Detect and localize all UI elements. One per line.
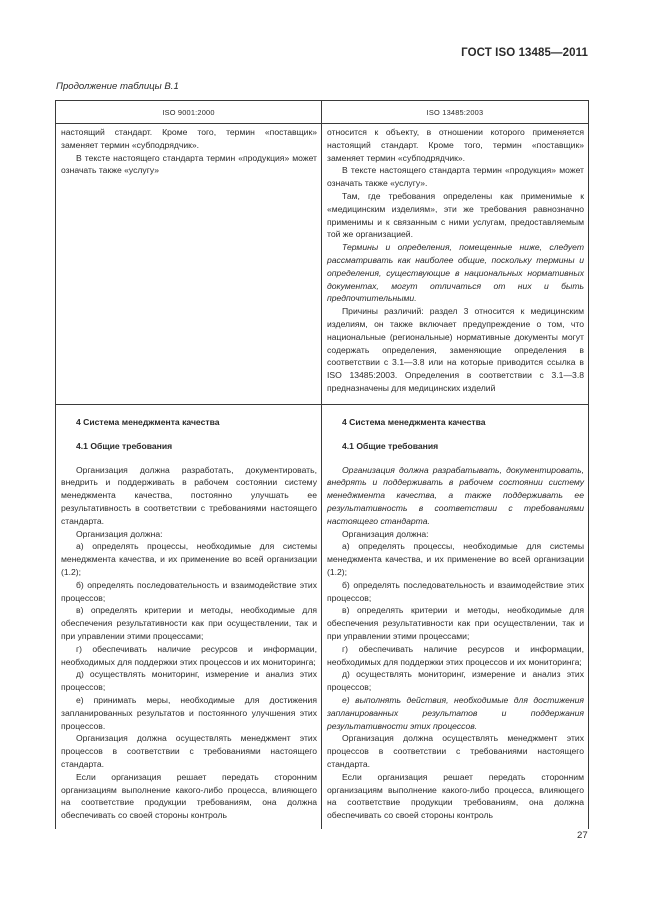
cell-iso13485-definitions xyxy=(322,124,589,405)
table-header-row xyxy=(56,101,589,124)
subsection-heading: 4.1 Общие требования xyxy=(342,440,439,451)
section-heading: 4 Система менеджмента качества xyxy=(76,417,220,427)
paragraph: Причины различий: раздел 3 относится к медицинским изделиям, он также включает предупреждение о том, что национальные (региональные) нормативные документы могут содержать определения, заменяющие определения в соответствии с 3.1—3.8 или на которые приводится ссылка в ISO 13485:2003. Определения в соответствии с 3.1—3.8 предназначены для медицинских изделий xyxy=(327,306,584,393)
paragraph: д) осуществлять мониторинг, измерение и анализ этих процессов; xyxy=(327,669,584,693)
paragraph: г) обеспечивать наличие ресурсов и информации, необходимых для поддержки этих процессов и их мониторинга; xyxy=(327,643,584,667)
paragraph: б) определять последовательность и взаимодействие этих процессов; xyxy=(61,579,317,603)
cell-iso9001-definitions xyxy=(56,124,322,405)
paragraph: Термины и определения, помещенные ниже, следует рассматривать как наиболее общие, поскольку термины и определения, существующие в национальных нормативных документах, могут отличаться от них и быть предпочтительными. xyxy=(327,242,584,304)
paragraph: Организация должна разработать, документировать, внедрить и поддерживать в рабочем состоянии систему менеджмента качества, постоянно улучшать ее результативность в соответствии с требованиями настоящего стандарта. xyxy=(61,464,317,526)
paragraph: относится к объекту, в отношении которого применяется настоящий стандарт. Кроме того, термин «поставщик» заменяет термин «субподрядчик». xyxy=(327,127,584,163)
subsection-heading: 4.1 Общие требования xyxy=(76,440,173,451)
paragraph: д) осуществлять мониторинг, измерение и анализ этих процессов; xyxy=(61,669,317,693)
table-row xyxy=(56,405,589,830)
paragraph: г) обеспечивать наличие ресурсов и информации, необходимых для поддержки этих процессов и их мониторинга; xyxy=(61,643,317,667)
paragraph: е) принимать меры, необходимые для достижения запланированных результатов и постоянного улучшения этих процессов. xyxy=(61,694,317,731)
paragraph: Организация должна разрабатывать, документировать, внедрять и поддерживать в рабочем состоянии систему менеджмента качества, а также поддерживать ее результативность в соответствии с требованиями настоящего стандарта. xyxy=(327,464,584,526)
paragraph: В тексте настоящего стандарта термин «продукция» может означать также «услугу». xyxy=(327,165,584,189)
paragraph: Организация должна осуществлять менеджмент этих процессов в соответствии с требованиями настоящего стандарта. xyxy=(327,733,584,769)
clause-text xyxy=(61,464,317,822)
paragraph: в) определять критерии и методы, необходимые для обеспечения результативности как при осуществлении, так и при управлении этими процессами; xyxy=(61,605,317,641)
comparison-table xyxy=(55,100,589,829)
document-standard-header: ГОСТ ISO 13485—2011 xyxy=(461,47,588,59)
paragraph: Организация должна осуществлять менеджмент этих процессов в соответствии с требованиями настоящего стандарта. xyxy=(61,733,317,769)
paragraph: В тексте настоящего стандарта термин «продукция» может означать также «услугу» xyxy=(61,152,317,176)
paragraph: Если организация решает передать сторонним организациям выполнение какого-либо процесса, влияющего на соответствие продукции требованиям, она должна обеспечивать со своей стороны контроль xyxy=(327,771,584,821)
column-header-iso9001: ISO 9001:2000 xyxy=(56,101,322,124)
cell-iso13485-qms xyxy=(322,405,589,830)
clause-text xyxy=(327,464,584,822)
paragraph: настоящий стандарт. Кроме того, термин «поставщик» заменяет термин «субподрядчик». xyxy=(61,127,317,150)
paragraph: в) определять критерии и методы, необходимые для обеспечения результативности как при осуществлении, так и при управлении этими процессами; xyxy=(327,605,584,641)
paragraph: б) определять последовательность и взаимодействие этих процессов; xyxy=(327,579,584,603)
paragraph: Там, где требования определены как применимые к «медицинским изделиям», эти же требования равнозначно применимы и к связанным с ними услугам, предоставляемым той же организацией. xyxy=(327,190,584,240)
paragraph: Организация должна: xyxy=(76,528,163,539)
paragraph: Если организация решает передать сторонним организациям выполнение какого-либо процесса, влияющего на соответствие продукции требованиям, она должна обеспечивать со своей стороны контроль xyxy=(61,771,317,821)
paragraph: е) выполнять действия, необходимые для достижения запланированных результатов и поддержания результативности этих процессов. xyxy=(327,694,584,731)
paragraph: а) определять процессы, необходимые для системы менеджмента качества, и их применение во всей организации (1.2); xyxy=(61,541,317,577)
paragraph: Организация должна: xyxy=(342,528,429,539)
section-heading: 4 Система менеджмента качества xyxy=(342,417,486,427)
paragraph: а) определять процессы, необходимые для системы менеджмента качества, и их применение во всей организации (1.2); xyxy=(327,541,584,577)
page-number: 27 xyxy=(577,830,588,841)
table-caption: Продолжение таблицы В.1 xyxy=(56,81,179,92)
table-row xyxy=(56,124,589,405)
column-header-iso13485: ISO 13485:2003 xyxy=(322,101,589,124)
cell-iso9001-qms xyxy=(56,405,322,830)
